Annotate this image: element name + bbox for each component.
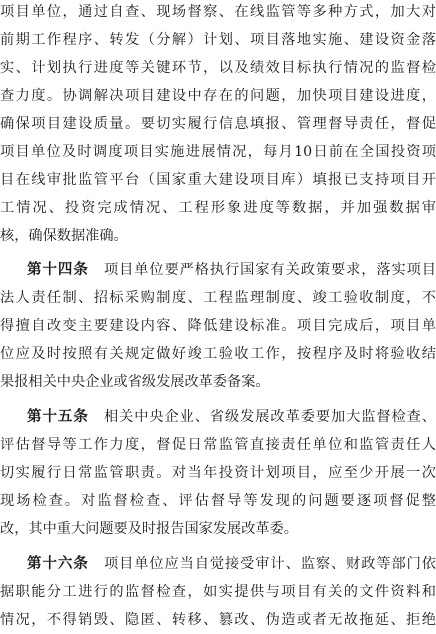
paragraph-line: 改，其中重大问题要及时报告国家发展改革委。	[0, 521, 298, 537]
article-text: 相关中央企业、省级发展改革委要加大监督检查、	[103, 409, 436, 425]
paragraph-line: 现场检查。对监督检查、评估督导等发现的问题要逐项督促整	[0, 493, 436, 509]
paragraph-line: 实、计划执行进度等关键环节，以及绩效目标执行情况的监督检	[0, 60, 436, 76]
paragraph-line: 法人责任制、招标采购制度、工程监理制度、竣工验收制度，不	[0, 290, 436, 306]
paragraph-line: 工情况、投资完成情况、工程形象进度等数据，并加强数据审	[0, 200, 436, 216]
paragraph-line: 查力度。协调解决项目建设中存在的问题，加快项目建设进度，	[0, 88, 436, 104]
article-text: 项目单位要严格执行国家有关政策要求，落实项目	[103, 262, 436, 278]
paragraph-line: 评估督导等工作力度，督促日常监管直接责任单位和监管责任人	[0, 437, 436, 453]
article-number: 第十五条	[27, 409, 89, 425]
article-text: 项目单位应当自觉接受审计、监察、财政等部门依	[103, 556, 436, 572]
paragraph-line: 情况，不得销毁、隐匿、转移、篡改、伪造或者无故拖延、拒绝	[0, 612, 436, 628]
paragraph-line: 果报相关中央企业或省级发展改革委备案。	[0, 374, 270, 390]
paragraph-line: 前期工作程序、转发（分解）计划、项目落地实施、建设资金落	[0, 32, 436, 48]
paragraph-line: 目在线审批监管平台（国家重大建设项目库）填报已支持项目开	[0, 172, 436, 188]
article-number: 第十六条	[27, 556, 89, 572]
paragraph-line: 核，确保数据准确。	[0, 228, 128, 244]
article-16-first-line	[0, 550, 436, 578]
article-15-first-line	[0, 403, 436, 431]
paragraph-line: 项目单位，通过自查、现场督察、在线监管等多种方式，加大对	[0, 4, 436, 20]
paragraph-line: 位应及时按照有关规定做好竣工验收工作，按程序及时将验收结	[0, 346, 436, 362]
article-14-first-line	[0, 256, 436, 284]
paragraph-line: 据职能分工进行的监督检查，如实提供与项目有关的文件资料和	[0, 584, 436, 600]
paragraph-line: 切实履行日常监管职责。对当年投资计划项目，应至少开展一次	[0, 465, 436, 481]
article-number: 第十四条	[27, 262, 89, 278]
paragraph-line: 项目单位及时调度项目实施进展情况，每月10日前在全国投资项	[0, 144, 436, 160]
paragraph-line: 确保项目建设质量。要切实履行信息填报、管理督导责任，督促	[0, 116, 436, 132]
paragraph-line: 得擅自改变主要建设内容、降低建设标准。项目完成后，项目单	[0, 318, 436, 334]
